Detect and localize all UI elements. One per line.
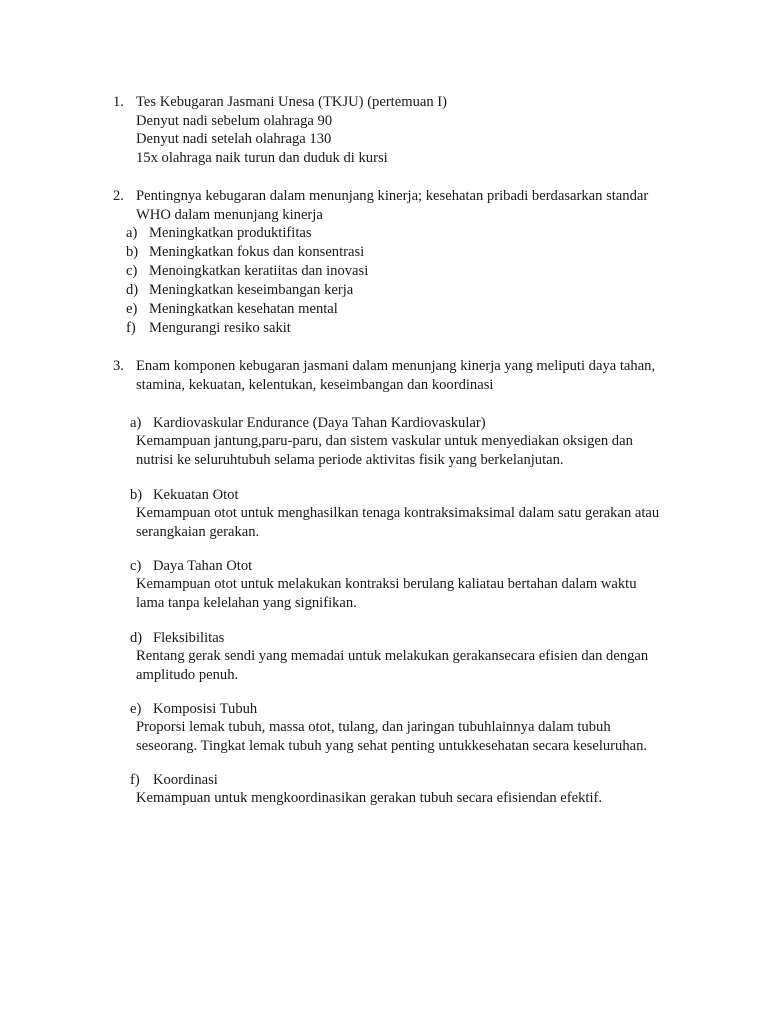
description-line: lama tanpa kelelahan yang signifikan. [136,594,357,611]
component-marker: c) [130,558,142,574]
sub-text: Meningkatkan fokus dan konsentrasi [149,244,365,260]
description-line: Kemampuan untuk mengkoordinasikan gerakan tubuh secara efisiendan efektif. [136,790,603,806]
component-description [136,647,696,684]
item1-line: 15x olahraga naik turun dan duduk di kursi [136,150,388,167]
item3-line: stamina, kekuatan, kelentukan, keseimbangan dan koordinasi [136,376,494,393]
sub-text: Meningkatkan kesehatan mental [149,301,338,317]
component-title: Fleksibilitas [153,630,225,646]
description-line: Rentang gerak sendi yang memadai untuk melakukan gerakansecara efisien dan dengan [136,648,649,664]
component-description [136,432,696,469]
description-line: serangkaian gerakan. [136,523,260,540]
sub-marker: d) [126,282,139,298]
item3-line: Enam komponen kebugaran jasmani dalam menunjang kinerja yang meliputi daya tahan, [136,358,656,374]
sub-marker: a) [126,225,138,241]
description-line: Kemampuan jantung,paru-paru, dan sistem vaskular untuk menyediakan oksigen dan [136,433,633,449]
description-line: seseorang. Tingkat lemak tubuh yang sehat penting untukkesehatan secara keseluruhan. [136,737,648,754]
item1-line: Denyut nadi sebelum olahraga 90 [136,112,333,129]
component-description [136,504,696,541]
component-marker: b) [130,487,143,503]
component-title: Koordinasi [153,772,218,788]
list-number: 3. [113,358,124,374]
list-item-text [136,187,686,224]
sub-marker: e) [126,301,138,317]
component-marker: e) [130,701,142,717]
component-description [136,575,696,612]
item1-title: Tes Kebugaran Jasmani Unesa (TKJU) (pertemuan I) [136,94,448,110]
list-item-text [136,357,696,394]
component-description [136,789,696,808]
component-marker: f) [130,772,140,788]
component-marker: d) [130,630,143,646]
sub-marker: c) [126,263,138,279]
description-line: Kemampuan otot untuk melakukan kontraksi berulang kaliatau bertahan dalam waktu [136,576,637,592]
sub-marker: b) [126,244,139,260]
sub-marker: f) [126,320,136,336]
list-number: 1. [113,94,124,110]
description-line: amplitudo penuh. [136,666,239,683]
component-title: Komposisi Tubuh [153,701,258,717]
item2-line: WHO dalam menunjang kinerja [136,206,323,223]
description-line: Kemampuan otot untuk menghasilkan tenaga kontraksimaksimal dalam satu gerakan atau [136,505,660,521]
list-item-text [136,93,686,168]
sub-text: Menoingkatkan keratiitas dan inovasi [149,263,369,279]
list-number: 2. [113,188,124,204]
component-title: Kardiovaskular Endurance (Daya Tahan Kardiovaskular) [153,415,486,431]
component-description [136,718,696,755]
description-line: Proporsi lemak tubuh, massa otot, tulang, dan jaringan tubuhlainnya dalam tubuh [136,719,611,735]
sub-text: Mengurangi resiko sakit [149,320,291,336]
component-title: Daya Tahan Otot [153,558,253,574]
component-title: Kekuatan Otot [153,487,239,503]
sub-text: Meningkatkan produktifitas [149,225,312,241]
component-marker: a) [130,415,142,431]
item2-line: Pentingnya kebugaran dalam menunjang kinerja; kesehatan pribadi berdasarkan standar [136,188,649,204]
sub-text: Meningkatkan keseimbangan kerja [149,282,354,298]
item1-line: Denyut nadi setelah olahraga 130 [136,131,332,148]
description-line: nutrisi ke seluruhtubuh selama periode aktivitas fisik yang berkelanjutan. [136,451,564,468]
